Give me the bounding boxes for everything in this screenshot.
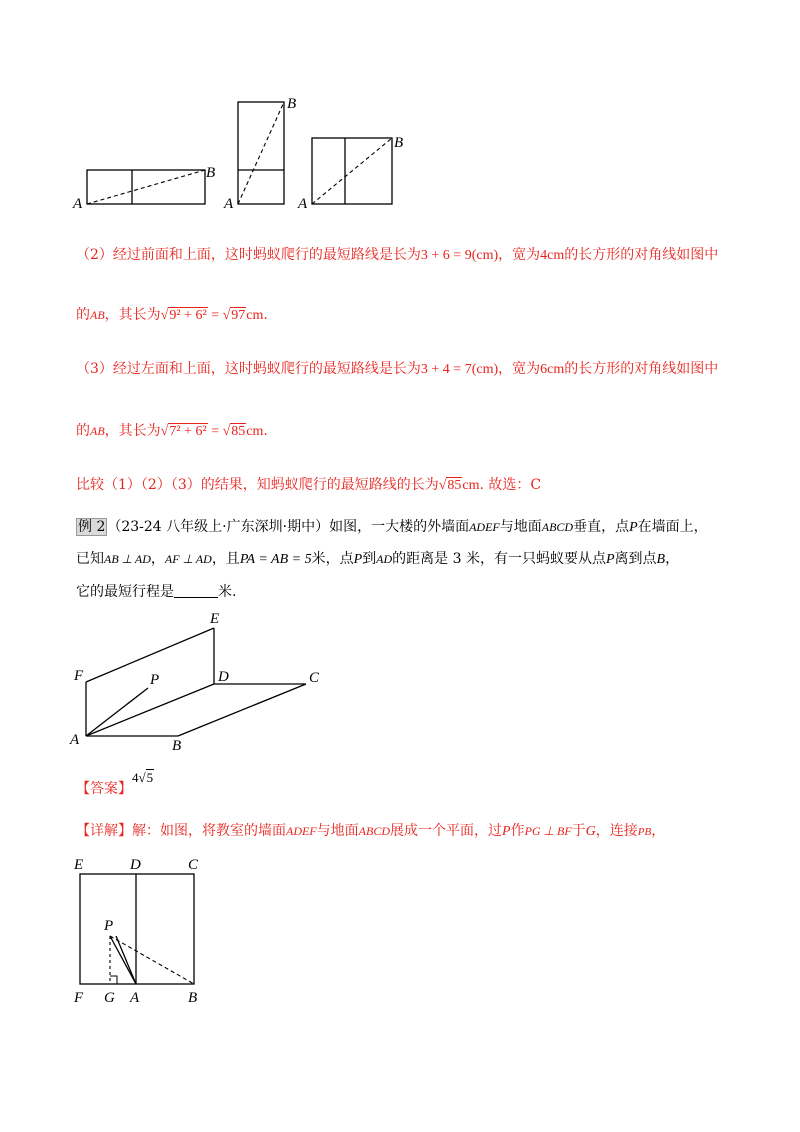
part3-length: √7² + 6² = √85cm xyxy=(160,424,264,439)
label-a3: A xyxy=(298,196,308,212)
answer-value: 4√5 xyxy=(132,770,154,785)
label-b: B xyxy=(188,990,198,1006)
part2-length-expr: 3 + 6 = 9(cm) xyxy=(420,248,499,263)
part3-length-expr: 3 + 4 = 7(cm) xyxy=(420,362,499,377)
label-p: P xyxy=(104,918,114,934)
rectangle-2 xyxy=(223,96,296,212)
answer-label: 【答案】 xyxy=(76,781,132,797)
shortest-length: √85cm xyxy=(438,478,480,493)
part3-line2: 的AB，其长为√7² + 6² = √85cm. xyxy=(76,423,268,439)
segment-ab: AB xyxy=(90,424,105,438)
example2-line1: 例 2 （23-24 八年级上·广东深圳·期中）如图，一大楼的外墙面ADEF与地面ABCD垂直，点P在墙面上， xyxy=(78,519,708,535)
label-b1: B xyxy=(206,165,216,181)
label-a: A xyxy=(130,990,140,1006)
figure-unfolded-boxes xyxy=(60,90,420,220)
label-a: A xyxy=(70,732,80,748)
comparison-conclusion: 比较（1）（2）（3）的结果，知蚂蚁爬行的最短路线的长为√85cm. 故选：C xyxy=(76,477,542,493)
example2-line2: 已知AB ⊥ AD，AF ⊥ AD，且PA = AB = 5米，点P到AD的距离是 3 米，有一只蚂蚁要从点P离到点B， xyxy=(76,551,680,567)
figure-wall-ground xyxy=(60,608,340,758)
part2-line1: （2）经过前面和上面，这时蚂蚁爬行的最短路线是长为3 + 6 = 9(cm)，宽为4cm的长方形的对角线如图中 xyxy=(76,247,719,263)
segment-ab: AB xyxy=(90,308,105,322)
label-a1: A xyxy=(73,196,83,212)
label-p: P xyxy=(150,672,160,688)
part3-line1: （3）经过左面和上面，这时蚂蚁爬行的最短路线是长为3 + 4 = 7(cm)，宽为6cm的长方形的对角线如图中 xyxy=(76,361,719,377)
label-c: C xyxy=(309,670,320,686)
label-e: E xyxy=(74,857,84,873)
label-d: D xyxy=(218,669,229,685)
answer-blank xyxy=(174,583,218,598)
label-c: C xyxy=(188,857,199,873)
part2-line2: 的AB，其长为√9² + 6² = √97cm. xyxy=(76,307,268,323)
label-b2: B xyxy=(287,96,297,112)
figure-unfolded-plane xyxy=(60,852,230,1012)
label-b3: B xyxy=(394,135,404,151)
rectangle-3 xyxy=(297,135,403,212)
answer-line xyxy=(76,779,132,799)
example-tag: 例 2 xyxy=(78,519,106,535)
detail-line: 【详解】解：如图，将教室的墙面ADEF与地面ABCD展成一个平面，过P作PG ⊥ BF于G，连接PB， xyxy=(76,823,666,839)
rectangle-1 xyxy=(72,165,215,212)
label-d: D xyxy=(130,857,141,873)
part2-width: 4cm xyxy=(540,248,565,263)
label-f: F xyxy=(74,668,84,684)
example2-line3: 它的最短行程是 米. xyxy=(76,584,237,600)
detail-label: 【详解】 xyxy=(76,823,132,839)
label-e: E xyxy=(210,611,220,627)
label-b: B xyxy=(172,738,182,754)
part2-length: √9² + 6² = √97cm xyxy=(160,308,264,323)
part3-width: 6cm xyxy=(540,362,565,377)
label-a2: A xyxy=(224,196,234,212)
label-f: F xyxy=(74,990,84,1006)
label-g: G xyxy=(104,990,115,1006)
